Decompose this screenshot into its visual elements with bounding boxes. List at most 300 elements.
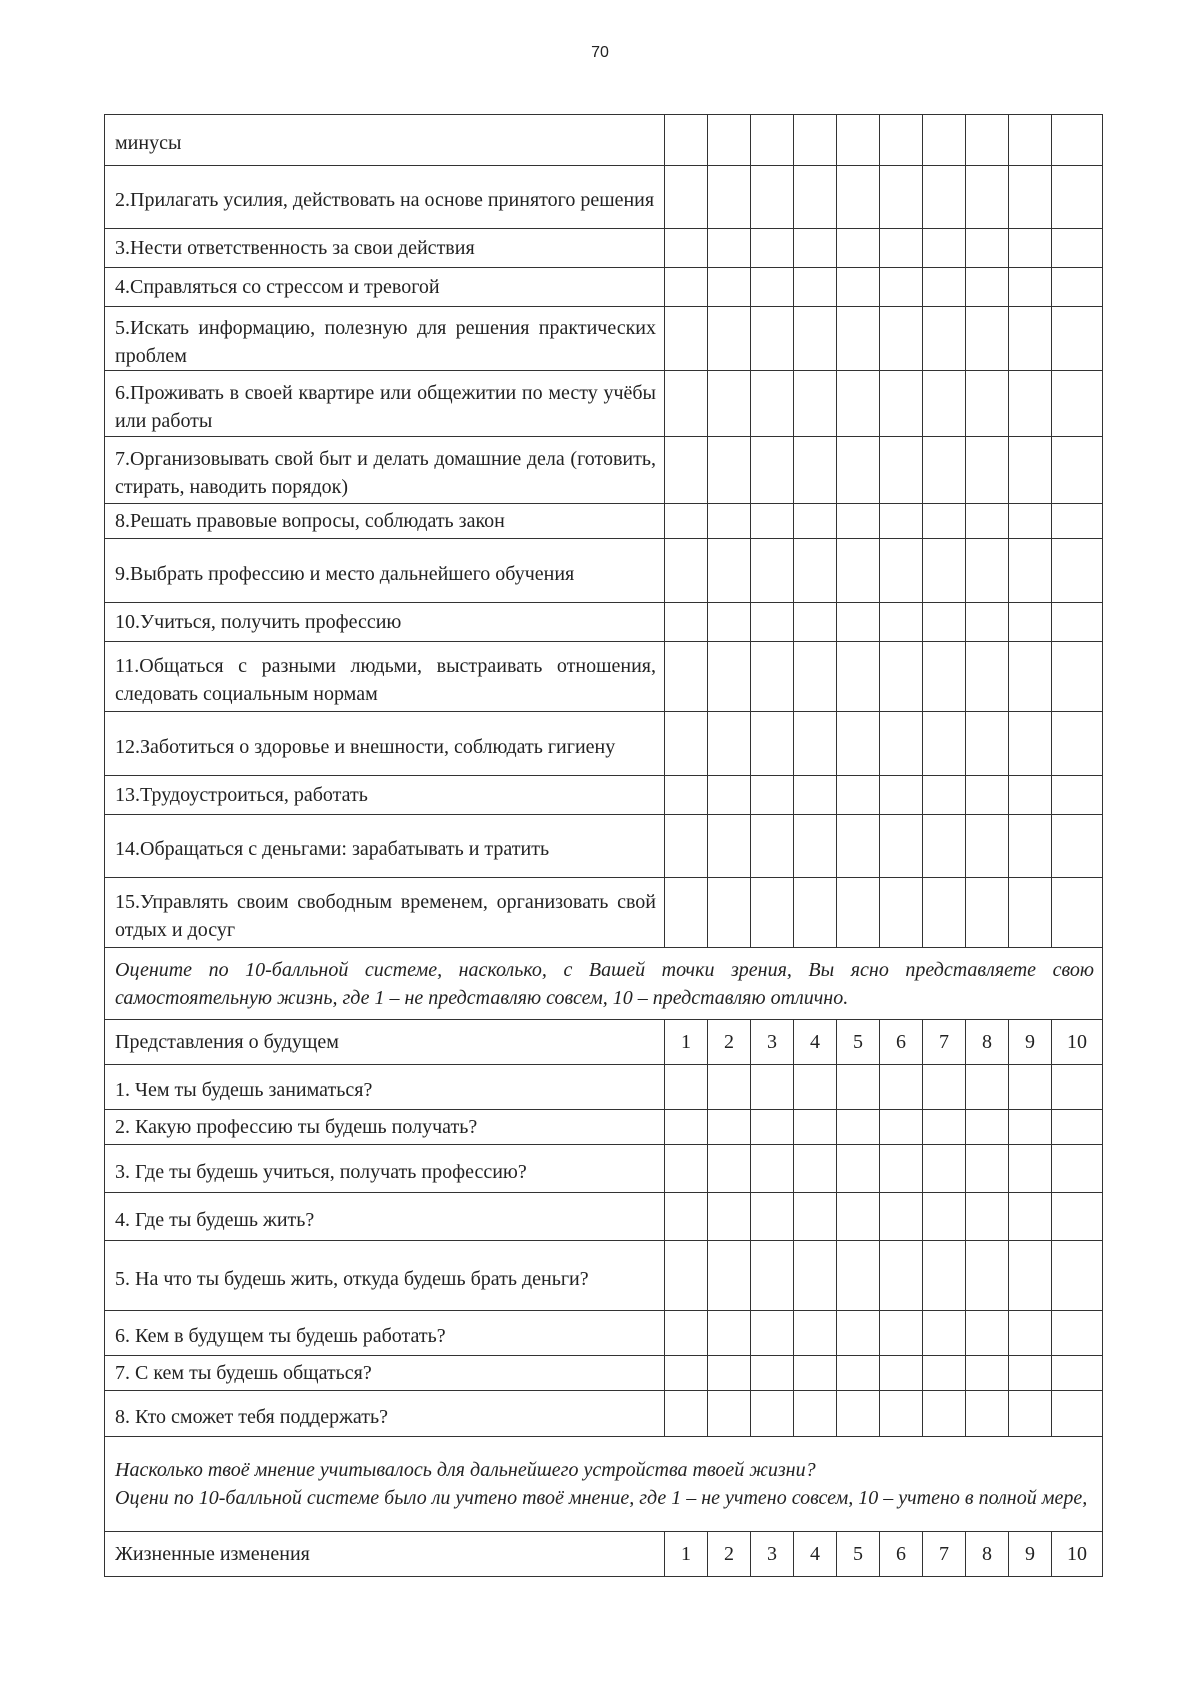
scale-number: 7 xyxy=(923,1532,966,1577)
rating-cell[interactable] xyxy=(794,642,837,712)
rating-cell[interactable] xyxy=(880,437,923,504)
scale-number: 4 xyxy=(794,1020,837,1065)
rating-cell[interactable] xyxy=(1052,1145,1103,1193)
question-row xyxy=(105,115,1103,166)
rating-cell[interactable] xyxy=(751,504,794,539)
rating-cell[interactable] xyxy=(966,1145,1009,1193)
rating-cell[interactable] xyxy=(794,371,837,437)
rating-cell[interactable] xyxy=(837,1193,880,1241)
scale-number: 1 xyxy=(665,1020,708,1065)
question-label: 7.Организовывать свой быт и делать домашние дела (готовить, стирать, наводить порядок) xyxy=(115,448,656,498)
rating-cell[interactable] xyxy=(880,712,923,776)
rating-cell[interactable] xyxy=(751,1311,794,1356)
rating-cell[interactable] xyxy=(751,603,794,642)
rating-cell[interactable] xyxy=(665,371,708,437)
rating-cell[interactable] xyxy=(665,115,708,166)
rating-cell[interactable] xyxy=(837,878,880,948)
rating-cell[interactable] xyxy=(837,1356,880,1391)
rating-cell[interactable] xyxy=(966,1193,1009,1241)
rating-cell[interactable] xyxy=(966,1065,1009,1110)
rating-cell[interactable] xyxy=(665,229,708,268)
rating-cell[interactable] xyxy=(923,268,966,307)
rating-cell[interactable] xyxy=(1052,1065,1103,1110)
question-text xyxy=(105,1391,665,1437)
question-label: 8. Кто сможет тебя поддержать? xyxy=(115,1405,389,1428)
rating-cell[interactable] xyxy=(1009,539,1052,603)
rating-cell[interactable] xyxy=(1009,712,1052,776)
question-text xyxy=(105,268,665,307)
rating-cell[interactable] xyxy=(1009,1356,1052,1391)
question-label: 4. Где ты будешь жить? xyxy=(115,1208,315,1231)
rating-cell[interactable] xyxy=(751,878,794,948)
rating-cell[interactable] xyxy=(923,115,966,166)
rating-cell[interactable] xyxy=(1052,437,1103,504)
rating-cell[interactable] xyxy=(966,1356,1009,1391)
rating-cell[interactable] xyxy=(923,776,966,815)
page-number: 70 xyxy=(591,44,609,61)
rating-cell[interactable] xyxy=(1052,1241,1103,1311)
rating-cell[interactable] xyxy=(665,307,708,371)
question-row xyxy=(105,1241,1103,1311)
rating-cell[interactable] xyxy=(708,603,751,642)
question-label: 4.Справляться со стрессом и тревогой xyxy=(115,276,440,298)
question-row xyxy=(105,776,1103,815)
rating-cell[interactable] xyxy=(708,1391,751,1437)
rating-cell[interactable] xyxy=(837,776,880,815)
rating-cell[interactable] xyxy=(1052,776,1103,815)
rating-cell[interactable] xyxy=(923,1145,966,1193)
question-label: 13.Трудоустроиться, работать xyxy=(115,784,368,806)
rating-cell[interactable] xyxy=(880,1065,923,1110)
rating-cell[interactable] xyxy=(794,878,837,948)
rating-cell[interactable] xyxy=(880,166,923,229)
rating-cell[interactable] xyxy=(880,1241,923,1311)
rating-cell[interactable] xyxy=(794,1145,837,1193)
rating-cell[interactable] xyxy=(837,539,880,603)
rating-cell[interactable] xyxy=(1009,268,1052,307)
rating-cell[interactable] xyxy=(1009,603,1052,642)
rating-cell[interactable] xyxy=(923,1065,966,1110)
rating-cell[interactable] xyxy=(837,1145,880,1193)
rating-cell[interactable] xyxy=(880,115,923,166)
rating-cell[interactable] xyxy=(966,307,1009,371)
rating-cell[interactable] xyxy=(708,712,751,776)
rating-cell[interactable] xyxy=(1009,1145,1052,1193)
rating-cell[interactable] xyxy=(665,437,708,504)
question-row xyxy=(105,229,1103,268)
rating-cell[interactable] xyxy=(665,1145,708,1193)
question-text xyxy=(105,776,665,815)
rating-cell[interactable] xyxy=(966,1391,1009,1437)
rating-cell[interactable] xyxy=(1009,1241,1052,1311)
rating-cell[interactable] xyxy=(1009,1311,1052,1356)
rating-cell[interactable] xyxy=(880,776,923,815)
rating-cell[interactable] xyxy=(794,539,837,603)
rating-cell[interactable] xyxy=(1052,307,1103,371)
rating-cell[interactable] xyxy=(665,1356,708,1391)
rating-cell[interactable] xyxy=(1009,878,1052,948)
rating-cell[interactable] xyxy=(1009,1193,1052,1241)
rating-cell[interactable] xyxy=(1052,642,1103,712)
rating-cell[interactable] xyxy=(837,1311,880,1356)
rating-cell[interactable] xyxy=(880,539,923,603)
rating-cell[interactable] xyxy=(794,1356,837,1391)
question-text xyxy=(105,1241,665,1311)
rating-cell[interactable] xyxy=(794,815,837,878)
question-text xyxy=(105,437,665,504)
rating-cell[interactable] xyxy=(751,307,794,371)
question-text xyxy=(105,1110,665,1145)
rating-cell[interactable] xyxy=(751,776,794,815)
rating-cell[interactable] xyxy=(923,371,966,437)
scale-number: 3 xyxy=(751,1020,794,1065)
rating-cell[interactable] xyxy=(1052,539,1103,603)
rating-cell[interactable] xyxy=(880,504,923,539)
rating-cell[interactable] xyxy=(923,1311,966,1356)
rating-cell[interactable] xyxy=(665,712,708,776)
rating-cell[interactable] xyxy=(923,603,966,642)
rating-cell[interactable] xyxy=(966,878,1009,948)
rating-cell[interactable] xyxy=(966,504,1009,539)
scale-number: 10 xyxy=(1052,1532,1103,1577)
rating-cell[interactable] xyxy=(837,603,880,642)
rating-cell[interactable] xyxy=(751,1065,794,1110)
rating-cell[interactable] xyxy=(1009,1065,1052,1110)
question-text xyxy=(105,1311,665,1356)
rating-cell[interactable] xyxy=(708,307,751,371)
rating-cell[interactable] xyxy=(665,166,708,229)
rating-cell[interactable] xyxy=(794,776,837,815)
rating-cell[interactable] xyxy=(1052,268,1103,307)
rating-cell[interactable] xyxy=(1009,437,1052,504)
rating-cell[interactable] xyxy=(1052,1311,1103,1356)
rating-cell[interactable] xyxy=(1009,229,1052,268)
rating-cell[interactable] xyxy=(794,1311,837,1356)
rating-cell[interactable] xyxy=(751,437,794,504)
rating-cell[interactable] xyxy=(837,1065,880,1110)
rating-cell[interactable] xyxy=(1052,1356,1103,1391)
rating-cell[interactable] xyxy=(751,712,794,776)
question-row xyxy=(105,712,1103,776)
scale-number: 3 xyxy=(751,1532,794,1577)
rating-cell[interactable] xyxy=(880,815,923,878)
instruction-row xyxy=(105,948,1103,1020)
rating-cell[interactable] xyxy=(1052,115,1103,166)
rating-cell[interactable] xyxy=(966,268,1009,307)
rating-cell[interactable] xyxy=(1009,815,1052,878)
rating-cell[interactable] xyxy=(708,504,751,539)
rating-cell[interactable] xyxy=(837,815,880,878)
rating-cell[interactable] xyxy=(966,166,1009,229)
rating-cell[interactable] xyxy=(923,437,966,504)
rating-cell[interactable] xyxy=(923,642,966,712)
rating-cell[interactable] xyxy=(837,307,880,371)
scale-number: 7 xyxy=(923,1020,966,1065)
instruction-line: Оцени по 10-балльной системе было ли учтено твоё мнение, где 1 – не учтено совсем, 10 – учтено в полной мере, xyxy=(115,1487,1088,1509)
scale-number: 9 xyxy=(1009,1020,1052,1065)
question-label: 9.Выбрать профессию и место дальнейшего обучения xyxy=(115,562,575,585)
rating-cell[interactable] xyxy=(923,878,966,948)
rating-cell[interactable] xyxy=(751,1391,794,1437)
rating-cell[interactable] xyxy=(794,1065,837,1110)
rating-cell[interactable] xyxy=(794,166,837,229)
rating-cell[interactable] xyxy=(665,1193,708,1241)
rating-cell[interactable] xyxy=(794,1391,837,1437)
rating-cell[interactable] xyxy=(751,229,794,268)
rating-cell[interactable] xyxy=(837,166,880,229)
rating-cell[interactable] xyxy=(966,1241,1009,1311)
question-text xyxy=(105,539,665,603)
question-row xyxy=(105,437,1103,504)
rating-cell[interactable] xyxy=(794,115,837,166)
rating-cell[interactable] xyxy=(665,1110,708,1145)
rating-cell[interactable] xyxy=(751,1110,794,1145)
rating-cell[interactable] xyxy=(966,642,1009,712)
rating-cell[interactable] xyxy=(708,1065,751,1110)
instruction-row xyxy=(105,1437,1103,1532)
rating-cell[interactable] xyxy=(837,268,880,307)
rating-cell[interactable] xyxy=(794,603,837,642)
rating-cell[interactable] xyxy=(1009,166,1052,229)
rating-cell[interactable] xyxy=(665,1065,708,1110)
rating-cell[interactable] xyxy=(794,268,837,307)
rating-cell[interactable] xyxy=(837,642,880,712)
rating-cell[interactable] xyxy=(1052,815,1103,878)
rating-cell[interactable] xyxy=(1052,229,1103,268)
rating-cell[interactable] xyxy=(708,268,751,307)
rating-cell[interactable] xyxy=(1009,776,1052,815)
rating-cell[interactable] xyxy=(1009,1391,1052,1437)
rating-cell[interactable] xyxy=(665,603,708,642)
rating-cell[interactable] xyxy=(880,1311,923,1356)
rating-cell[interactable] xyxy=(923,539,966,603)
rating-cell[interactable] xyxy=(880,603,923,642)
question-row xyxy=(105,1193,1103,1241)
scale-number: 2 xyxy=(708,1532,751,1577)
rating-cell[interactable] xyxy=(665,1241,708,1311)
rating-cell[interactable] xyxy=(837,371,880,437)
rating-cell[interactable] xyxy=(923,1356,966,1391)
scale-number: 8 xyxy=(966,1532,1009,1577)
question-label: 11.Общаться с разными людьми, выстраивать отношения, следовать социальным нормам xyxy=(115,654,656,705)
instruction-line: Оцените по 10-балльной системе, насколько, с Вашей точки зрения, Вы ясно представляете свою самостоятельную жизнь, где 1 – не представляю совсем, 10 – представляю отлично. xyxy=(115,958,1094,1009)
rating-cell[interactable] xyxy=(794,437,837,504)
question-text xyxy=(105,1145,665,1193)
rating-cell[interactable] xyxy=(966,712,1009,776)
question-row xyxy=(105,166,1103,229)
rating-cell[interactable] xyxy=(751,1145,794,1193)
rating-cell[interactable] xyxy=(1052,712,1103,776)
rating-cell[interactable] xyxy=(665,878,708,948)
question-row xyxy=(105,642,1103,712)
rating-cell[interactable] xyxy=(923,504,966,539)
rating-cell[interactable] xyxy=(665,776,708,815)
rating-cell[interactable] xyxy=(923,1193,966,1241)
rating-cell[interactable] xyxy=(708,371,751,437)
rating-cell[interactable] xyxy=(708,115,751,166)
scale-number: 6 xyxy=(880,1020,923,1065)
instruction-text xyxy=(105,948,1103,1020)
rating-cell[interactable] xyxy=(880,1356,923,1391)
rating-cell[interactable] xyxy=(923,712,966,776)
question-label: 7. С кем ты будешь общаться? xyxy=(115,1362,372,1384)
rating-cell[interactable] xyxy=(708,1145,751,1193)
rating-cell[interactable] xyxy=(751,268,794,307)
rating-cell[interactable] xyxy=(837,1110,880,1145)
rating-cell[interactable] xyxy=(1009,1110,1052,1145)
question-row xyxy=(105,539,1103,603)
rating-cell[interactable] xyxy=(708,1241,751,1311)
rating-cell[interactable] xyxy=(880,268,923,307)
rating-cell[interactable] xyxy=(880,1145,923,1193)
rating-cell[interactable] xyxy=(794,504,837,539)
rating-cell[interactable] xyxy=(880,1391,923,1437)
rating-cell[interactable] xyxy=(751,1356,794,1391)
rating-cell[interactable] xyxy=(794,1193,837,1241)
rating-cell[interactable] xyxy=(923,1241,966,1311)
rating-cell[interactable] xyxy=(837,229,880,268)
scale-number: 9 xyxy=(1009,1532,1052,1577)
rating-cell[interactable] xyxy=(708,815,751,878)
rating-cell[interactable] xyxy=(794,307,837,371)
rating-cell[interactable] xyxy=(880,229,923,268)
rating-cell[interactable] xyxy=(751,166,794,229)
question-label: 3. Где ты будешь учиться, получать профессию? xyxy=(115,1160,527,1183)
question-text xyxy=(105,1356,665,1391)
scale-header-row xyxy=(105,1020,1103,1065)
rating-cell[interactable] xyxy=(837,1391,880,1437)
rating-cell[interactable] xyxy=(966,539,1009,603)
question-row xyxy=(105,878,1103,948)
rating-cell[interactable] xyxy=(880,1110,923,1145)
section-header: Представления о будущем xyxy=(105,1020,665,1065)
rating-cell[interactable] xyxy=(880,642,923,712)
rating-cell[interactable] xyxy=(794,229,837,268)
rating-cell[interactable] xyxy=(923,1110,966,1145)
rating-cell[interactable] xyxy=(880,307,923,371)
question-text xyxy=(105,878,665,948)
survey-table xyxy=(104,114,1103,1577)
rating-cell[interactable] xyxy=(665,1311,708,1356)
section-header: Жизненные изменения xyxy=(105,1532,665,1577)
rating-cell[interactable] xyxy=(880,1193,923,1241)
rating-cell[interactable] xyxy=(794,1110,837,1145)
rating-cell[interactable] xyxy=(966,603,1009,642)
rating-cell[interactable] xyxy=(1009,115,1052,166)
rating-cell[interactable] xyxy=(1052,166,1103,229)
rating-cell[interactable] xyxy=(966,1110,1009,1145)
rating-cell[interactable] xyxy=(1052,878,1103,948)
rating-cell[interactable] xyxy=(751,1241,794,1311)
question-text xyxy=(105,307,665,371)
rating-cell[interactable] xyxy=(708,166,751,229)
rating-cell[interactable] xyxy=(923,815,966,878)
rating-cell[interactable] xyxy=(966,776,1009,815)
rating-cell[interactable] xyxy=(966,115,1009,166)
rating-cell[interactable] xyxy=(708,1193,751,1241)
rating-cell[interactable] xyxy=(708,642,751,712)
rating-cell[interactable] xyxy=(1052,1193,1103,1241)
scale-number: 4 xyxy=(794,1532,837,1577)
rating-cell[interactable] xyxy=(966,229,1009,268)
question-text xyxy=(105,229,665,268)
question-label: 5.Искать информацию, полезную для решения практических проблем xyxy=(115,316,656,367)
rating-cell[interactable] xyxy=(923,229,966,268)
rating-cell[interactable] xyxy=(837,1241,880,1311)
instruction-text xyxy=(105,1437,1103,1532)
rating-cell[interactable] xyxy=(751,371,794,437)
rating-cell[interactable] xyxy=(708,878,751,948)
question-row xyxy=(105,307,1103,371)
rating-cell[interactable] xyxy=(837,504,880,539)
rating-cell[interactable] xyxy=(665,539,708,603)
question-label: 3.Нести ответственность за свои действия xyxy=(115,237,475,259)
rating-cell[interactable] xyxy=(708,1356,751,1391)
rating-cell[interactable] xyxy=(665,815,708,878)
question-row xyxy=(105,1356,1103,1391)
rating-cell[interactable] xyxy=(1052,603,1103,642)
rating-cell[interactable] xyxy=(708,776,751,815)
question-row xyxy=(105,1145,1103,1193)
rating-cell[interactable] xyxy=(708,1311,751,1356)
rating-cell[interactable] xyxy=(1009,307,1052,371)
rating-cell[interactable] xyxy=(665,504,708,539)
rating-cell[interactable] xyxy=(708,437,751,504)
rating-cell[interactable] xyxy=(837,712,880,776)
rating-cell[interactable] xyxy=(1009,642,1052,712)
rating-cell[interactable] xyxy=(1052,1391,1103,1437)
rating-cell[interactable] xyxy=(1009,504,1052,539)
rating-cell[interactable] xyxy=(1052,371,1103,437)
rating-cell[interactable] xyxy=(665,642,708,712)
rating-cell[interactable] xyxy=(923,166,966,229)
question-text xyxy=(105,371,665,437)
rating-cell[interactable] xyxy=(751,642,794,712)
rating-cell[interactable] xyxy=(837,437,880,504)
scale-number: 8 xyxy=(966,1020,1009,1065)
scale-number: 10 xyxy=(1052,1020,1103,1065)
question-label: 15.Управлять своим свободным временем, организовать свой отдых и досуг xyxy=(115,890,656,941)
rating-cell[interactable] xyxy=(923,307,966,371)
rating-cell[interactable] xyxy=(708,1110,751,1145)
rating-cell[interactable] xyxy=(966,1311,1009,1356)
rating-cell[interactable] xyxy=(794,1241,837,1311)
rating-cell[interactable] xyxy=(751,539,794,603)
rating-cell[interactable] xyxy=(1009,371,1052,437)
rating-cell[interactable] xyxy=(966,437,1009,504)
rating-cell[interactable] xyxy=(1052,504,1103,539)
rating-cell[interactable] xyxy=(708,229,751,268)
rating-cell[interactable] xyxy=(1052,1110,1103,1145)
rating-cell[interactable] xyxy=(665,1391,708,1437)
rating-cell[interactable] xyxy=(923,1391,966,1437)
rating-cell[interactable] xyxy=(665,268,708,307)
rating-cell[interactable] xyxy=(708,539,751,603)
question-text xyxy=(105,504,665,539)
rating-cell[interactable] xyxy=(880,878,923,948)
instruction-line: Насколько твоё мнение учитывалось для дальнейшего устройства твоей жизни? xyxy=(115,1459,816,1481)
question-row xyxy=(105,504,1103,539)
rating-cell[interactable] xyxy=(751,1193,794,1241)
rating-cell[interactable] xyxy=(751,115,794,166)
rating-cell[interactable] xyxy=(751,815,794,878)
rating-cell[interactable] xyxy=(966,815,1009,878)
rating-cell[interactable] xyxy=(837,115,880,166)
rating-cell[interactable] xyxy=(880,371,923,437)
rating-cell[interactable] xyxy=(794,712,837,776)
question-row xyxy=(105,603,1103,642)
rating-cell[interactable] xyxy=(966,371,1009,437)
